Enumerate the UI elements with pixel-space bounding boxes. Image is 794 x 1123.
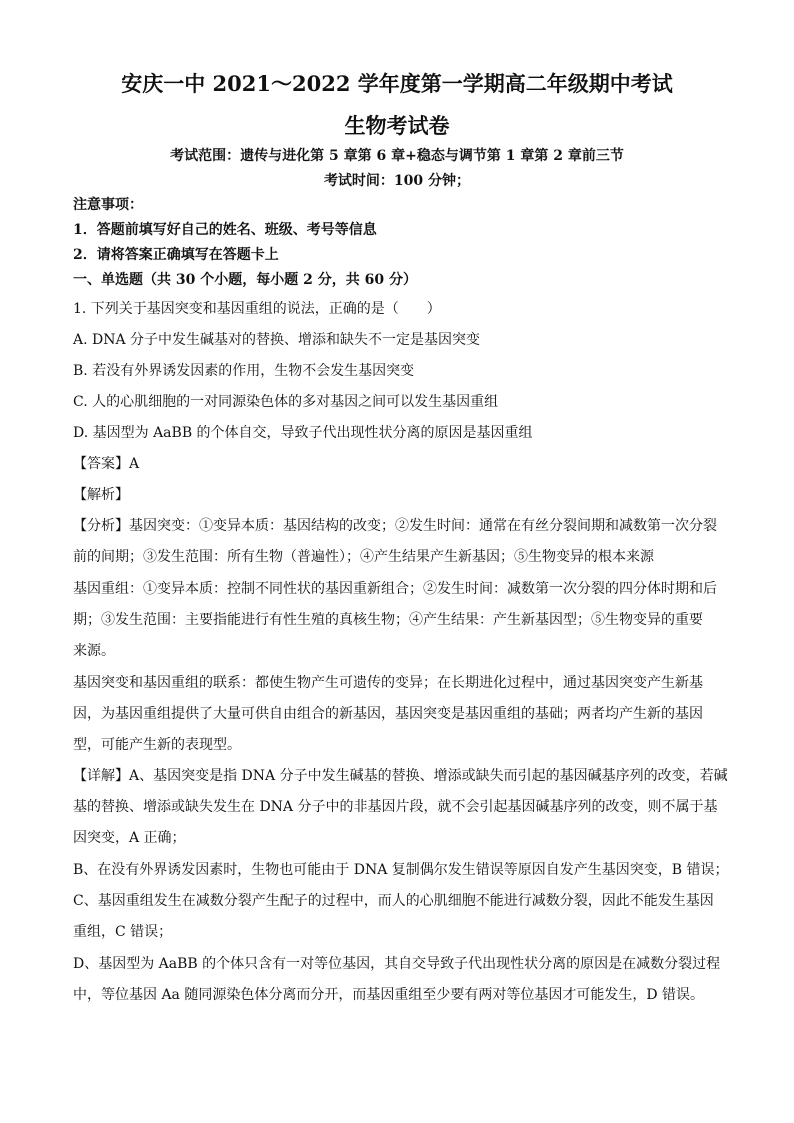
analysis-line: 基的替换、增添或缺失发生在 DNA 分子中的非基因片段，就不会引起基因碱基序列的改变，则不属于基 [73, 799, 718, 815]
option-b: B. 若没有外界诱发因素的作用，生物不会发生基因突变 [73, 363, 415, 379]
notes-item-1: 1．答题前填写好自己的姓名、班级、考号等信息 [73, 222, 377, 238]
analysis-label: 【解析】 [73, 487, 129, 503]
analysis-line: 因突变，A 正确； [73, 830, 186, 846]
notes-item-2: 2．请将答案正确填写在答题卡上 [73, 247, 279, 263]
analysis-line: 【详解】A、基因突变是指 DNA 分子中发生碱基的替换、增添或缺失而引起的基因碱基序列的改变，若碱 [73, 768, 728, 784]
question-stem: 1. 下列关于基因突变和基因重组的说法，正确的是（ ） [73, 301, 441, 317]
analysis-line: 基因突变和基因重组的联系：都使生物产生可遗传的变异；在长期进化过程中，通过基因突变产生新基 [73, 675, 703, 691]
analysis-line: 重组，C 错误； [73, 924, 173, 940]
notes-heading: 注意事项： [73, 197, 143, 213]
analysis-line: 前的间期；③发生范围：所有生物（普遍性）；④产生结果产生新基因；⑤生物变异的根本来源 [73, 549, 654, 565]
option-d: D. 基因型为 AaBB 的个体自交，导致子代出现性状分离的原因是基因重组 [73, 425, 533, 441]
answer-line: 【答案】A [73, 456, 140, 472]
exam-subtitle: 生物考试卷 [344, 113, 450, 138]
option-a: A. DNA 分子中发生碱基对的替换、增添和缺失不一定是基因突变 [73, 332, 481, 348]
analysis-line: D、基因型为 AaBB 的个体只含有一对等位基因，其自交导致子代出现性状分离的原因是在减数分裂过程 [73, 956, 721, 972]
exam-scope: 考试范围：遗传与进化第 5 章第 6 章+稳态与调节第 1 章第 2 章前三节 [170, 148, 624, 164]
analysis-line: 【分析】基因突变：①变异本质：基因结构的改变；②发生时间：通常在有丝分裂间期和减数第一次分裂 [73, 518, 717, 534]
analysis-line: C、基因重组发生在减数分裂产生配子的过程中，而人的心肌细胞不能进行减数分裂，因此不能发生基因 [73, 893, 714, 909]
analysis-line: 基因重组：①变异本质：控制不同性状的基因重新组合；②发生时间：减数第一次分裂的四分体时期和后 [73, 581, 717, 597]
exam-title: 安庆一中 2021～2022 学年度第一学期高二年级期中考试 [121, 71, 673, 96]
option-c: C. 人的心肌细胞的一对同源染色体的多对基因之间可以发生基因重组 [73, 394, 499, 410]
analysis-line: 型，可能产生新的表现型。 [73, 737, 241, 753]
analysis-line: 期；③发生范围：主要指能进行有性生殖的真核生物；④产生结果：产生新基因型；⑤生物变异的重要 [73, 612, 703, 628]
analysis-line: 因，为基因重组提供了大量可供自由组合的新基因，基因突变是基因重组的基础；两者均产生新的基因 [73, 706, 703, 722]
analysis-line: B、在没有外界诱发因素时，生物也可能由于 DNA 复制偶尔发生错误等原因自发产生基因突变，B 错误； [73, 862, 729, 878]
exam-time: 考试时间：100 分钟； [323, 173, 471, 189]
analysis-line: 来源。 [73, 643, 115, 659]
section-heading: 一、单选题（共 30 个小题，每小题 2 分，共 60 分） [73, 272, 417, 288]
analysis-line: 中，等位基因 Aa 随同源染色体分离而分开，而基因重组至少要有两对等位基因才可能发生，D 错误。 [73, 987, 705, 1003]
